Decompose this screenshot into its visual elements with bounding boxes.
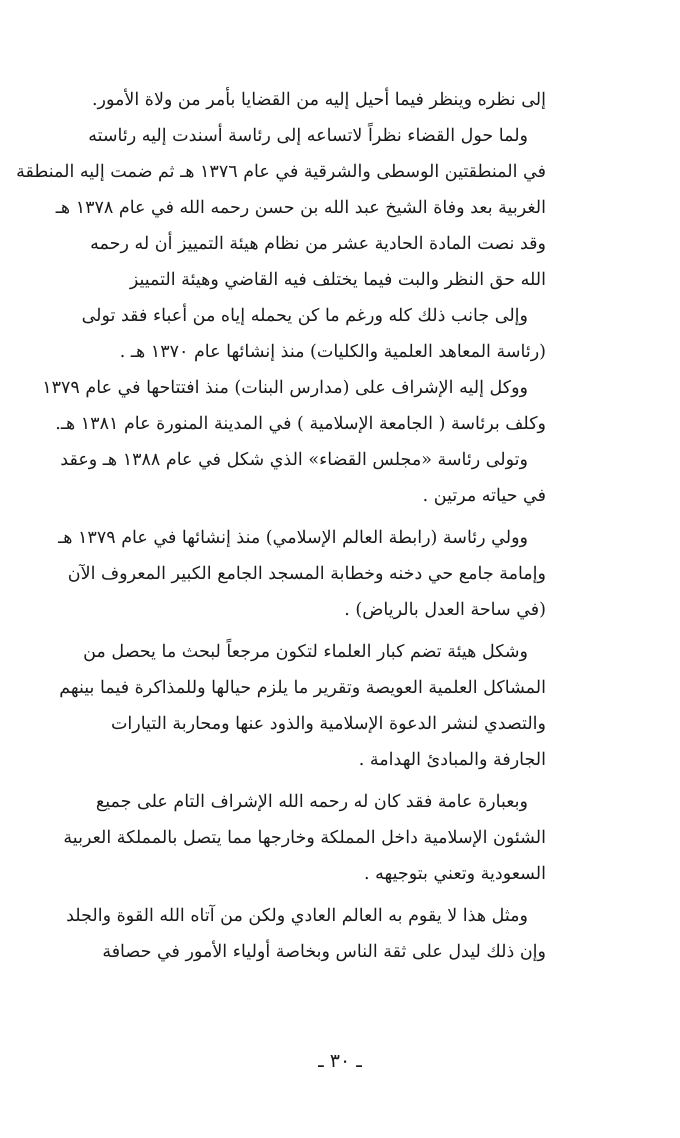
text-line: وتولى رئاسة «مجلس القضاء» الذي شكل في عام ١٣٨٨ هـ وعقد: [60, 450, 528, 470]
body-text: [12, 82, 546, 970]
text-line: والتصدي لنشر الدعوة الإسلامية والذود عنها ومحاربة التيارات: [110, 714, 546, 734]
text-line: وقد نصت المادة الحادية عشر من نظام هيئة التمييز أن له رحمه: [90, 234, 546, 254]
text-line: وإن ذلك ليدل على ثقة الناس وبخاصة أولياء الأمور في حصافة: [102, 942, 546, 962]
page-number: ـ ٣٠ ـ: [318, 1050, 362, 1072]
paragraph: [12, 370, 546, 442]
text-line: (رئاسة المعاهد العلمية والكليات) منذ إنشائها عام ١٣٧٠ هـ .: [119, 342, 546, 362]
text-line: الشئون الإسلامية داخل المملكة وخارجها مما يتصل بالمملكة العربية: [63, 828, 546, 848]
text-line: وبعبارة عامة فقد كان له رحمه الله الإشراف التام على جميع: [95, 792, 528, 812]
text-line: الجارفة والمبادئ الهدامة .: [358, 750, 546, 770]
text-line: وإمامة جامع حي دخنه وخطابة المسجد الجامع الكبير المعروف الآن: [67, 564, 546, 584]
paragraph: [12, 82, 546, 118]
text-line: ومثل هذا لا يقوم به العالم العادي ولكن من آتاه الله القوة والجلد: [66, 906, 528, 926]
text-line: المشاكل العلمية العويصة وتقرير ما يلزم حيالها وللمذاكرة فيما بينهم: [59, 678, 546, 698]
text-line: ولما حول القضاء نظراً لاتساعه إلى رئاسة أسندت إليه رئاسته: [88, 126, 528, 146]
text-line: ووكل إليه الإشراف على (مدارس البنات) منذ افتتاحها في عام ١٣٧٩: [42, 378, 528, 398]
paragraph: [12, 898, 546, 970]
text-line: وكلف برئاسة ( الجامعة الإسلامية ) في المدينة المنورة عام ١٣٨١ هـ.: [55, 414, 546, 434]
text-line: الله حق النظر والبت فيما يختلف فيه القاضي وهيئة التمييز: [129, 270, 546, 290]
text-line: إلى نظره وينظر فيما أحيل إليه من القضايا بأمر من ولاة الأمور.: [91, 90, 546, 110]
paragraph: [12, 784, 546, 892]
paragraph: [12, 520, 546, 628]
text-line: في حياته مرتين .: [422, 486, 546, 506]
text-line: في المنطقتين الوسطى والشرقية في عام ١٣٧٦ هـ ثم ضمت إليه المنطقة: [16, 162, 546, 182]
text-line: الغربية بعد وفاة الشيخ عبد الله بن حسن رحمه الله في عام ١٣٧٨ هـ: [55, 198, 546, 218]
paragraph: [12, 118, 546, 298]
text-line: (في ساحة العدل بالرياض) .: [344, 600, 546, 620]
text-line: وإلى جانب ذلك كله ورغم ما كن يحمله إياه من أعباء فقد تولى: [81, 306, 528, 326]
text-line: وشكل هيئة تضم كبار العلماء لتكون مرجعاً لبحث ما يحصل من: [83, 642, 528, 662]
paragraph: [12, 442, 546, 514]
text-line: السعودية وتعني بتوجيهه .: [364, 864, 546, 884]
paragraph: [12, 634, 546, 778]
paragraph: [12, 298, 546, 370]
text-line: وولي رئاسة (رابطة العالم الإسلامي) منذ إنشائها في عام ١٣٧٩ هـ: [58, 528, 528, 548]
